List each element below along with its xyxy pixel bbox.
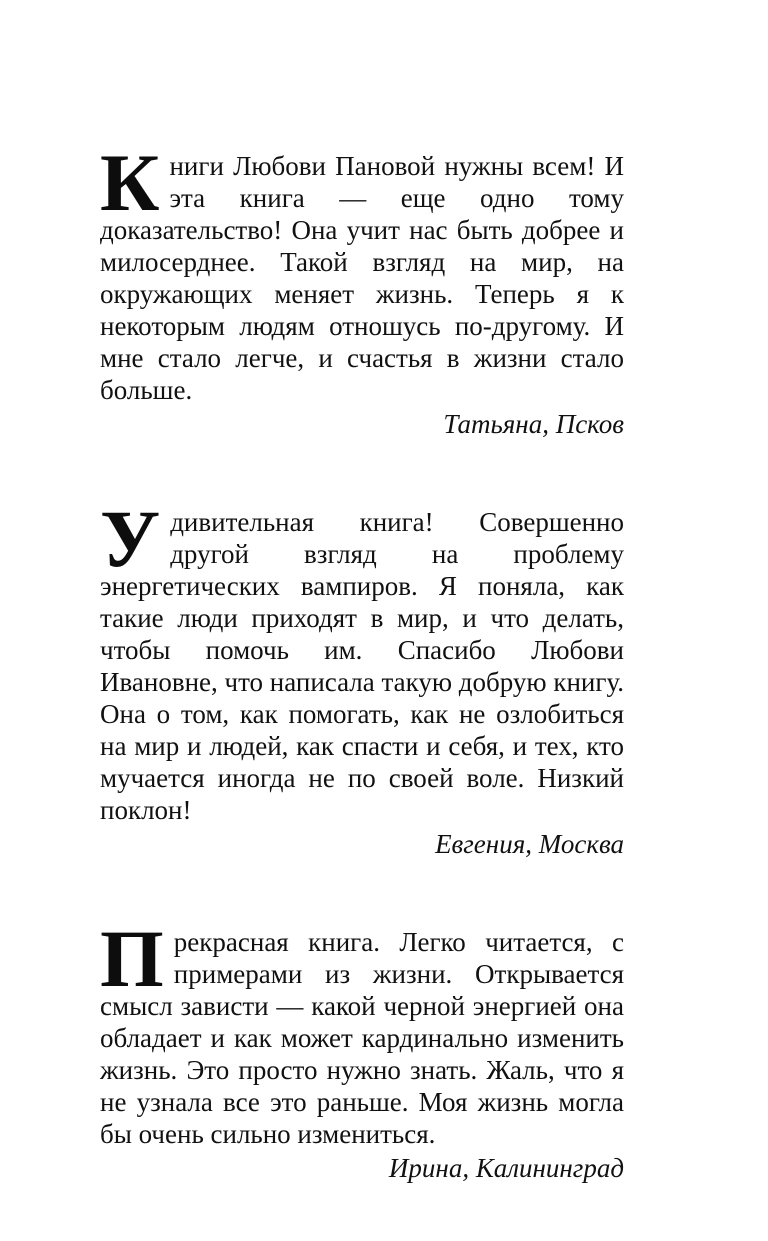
testimonial-block-2 <box>100 493 624 860</box>
attribution-3: Ирина, Калининград <box>388 1153 624 1183</box>
testimonial-block-3 <box>100 913 624 1184</box>
attribution-2: Евгения, Москва <box>435 829 624 859</box>
testimonial-text-2: дивительная книга! Совершенно другой взгляд на проблему энергетических вампиров. Я поняла, как такие люди приходят в мир, и что делать, чтобы помочь им. Спасибо Любови Ивановне, что написала такую добрую книгу. Она о том, как помогать, как не озлобиться на мир и людей, как спасти и себя, и тех, кто мучается иногда не по своей воле. Низкий поклон! <box>100 507 624 825</box>
testimonial-text-1: ниги Любови Пановой нужны всем! И эта книга — еще одно тому доказательство! Она учит нас быть добрее и милосерднее. Такой взгляд на мир, на окружающих меняет жизнь. Теперь я к некоторым людям отношусь по-другому. И мне стало легче, и счастья в жизни стало больше. <box>100 151 624 405</box>
drop-cap-3: П <box>100 913 164 1004</box>
attribution-1: Татьяна, Псков <box>443 409 624 439</box>
testimonial-text-3: рекрасная книга. Легко читается, с примерами из жизни. Открывается смысл зависти — какой черной энергией она обладает и как может кардинально изменить жизнь. Это просто нужно знать. Жаль, что я не узнала все это раньше. Моя жизнь могла бы очень сильно измениться. <box>100 927 624 1149</box>
drop-cap-2: У <box>100 493 161 584</box>
testimonial-block-1 <box>100 137 624 440</box>
drop-cap-1: К <box>100 137 160 228</box>
